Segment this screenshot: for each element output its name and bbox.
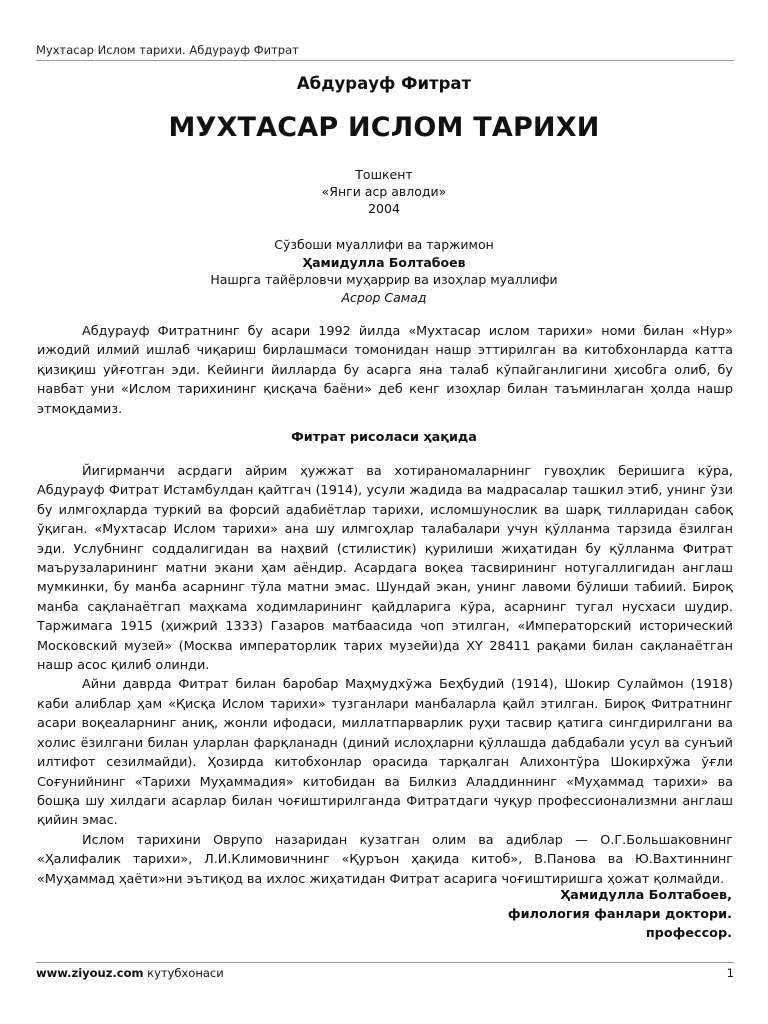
signature-degree: филология фанлари доктори.	[507, 907, 732, 923]
publication-city: Тошкент	[355, 167, 413, 182]
publication-info	[0, 166, 768, 217]
main-text	[37, 462, 733, 889]
page-number: 1	[726, 966, 734, 980]
footer-source	[36, 966, 224, 980]
book-title: МУХТАСАР ИСЛОМ ТАРИХИ	[168, 112, 600, 143]
signature-title: профессор.	[645, 926, 732, 942]
intro-paragraph: Абдурауф Фитратнинг бу асари 1992 йилда «Мухтасар ислом тарихи» номи билан «Нур» ижодий илмий ишлаб чиқариш бирлашмаси томонидан нашр эттирилган ва китобхонларда катта қизиқиш уйғотган эди. Кейинги йилларда бу асарга яна талаб кўпайганлигини ҳисобга олиб, бу навбат уни «Ислом тарихининг қисқача баёни» деб кенг изоҳлар билан таъминлаган ҳолда нашр этмоқдамиз.	[37, 324, 733, 417]
credits-editor-role: Нашрга тайёрловчи муҳаррир ва изоҳлар муаллифи	[210, 272, 558, 287]
signature-block	[332, 886, 732, 944]
publication-year: 2004	[368, 201, 400, 216]
footer-divider	[36, 962, 734, 963]
intro-section	[37, 322, 733, 419]
credits-editor-name: Асрор Самад	[341, 289, 427, 305]
footer-library-label: кутубхонаси	[147, 966, 224, 980]
publisher-name: «Янги аср авлоди»	[321, 184, 447, 199]
page-footer	[36, 966, 734, 980]
credits-translator-name: Ҳамидулла Болтабоев	[302, 254, 466, 270]
body-paragraph: Айни даврда Фитрат билан баробар Маҳмудхўжа Беҳбудий (1914), Шокир Сулаймон (1918) каби алиблар ҳам «Қисқа Ислом тарихи» тузганлари манбаларла қайл этилган. Бироқ Фитратнинг асари воқеаларнинг аниқ, жонли ифодаси, миллатпарварлик руҳи тасвир қатига сингдирилгани ва холис ёзилгани билан уларлан фарқланадн (диний ислоҳларни қўллашда дабдабали усул ва сунъий илтифот сезилмайди). Ҳозирда китобхонлар орасида тарқалган Алихонтўра Шокирхўжа ўғли Соғунийнинг «Тарихи Муҳаммадия» китобидан ва Билкиз Аладдиннинг «Муҳаммад тарихи» ва бошқа шу хилдаги асарлар билан чоғиштирилганда Фитратдаги чуқур профессионализмни англаш қийин эмас.	[37, 677, 733, 829]
section-heading: Фитрат рисоласи ҳақида	[291, 430, 477, 445]
body-paragraph: Йигирманчи асрдаги айрим ҳужжат ва хотираномаларнинг гувоҳлик беришига кўра, Абдурауф Фитрат Истамбулдан қайтгач (1914), усули жадида ва мадрасалар ташкил этиб, унинг ўзи бу илмгоҳларда туркий ва форсий адабиётлар тарихи, исломшунослик ва шарқ тилларидан сабоқ ўқиган. «Мухтасар Ислом тарихи» ана шу илмгоҳлар талабалари учун қўлланма тарзида ёзилган эди. Услубнинг соддалигидан ва наҳвий (стилистик) қурилиши жиҳатидан бу қўлланма Фитрат маърузаларининг матни экани ҳам аёндир. Асардага воқеа тасвирининг нотугаллигидан англаш мумкинки, бу манба асарнинг тўла матни эмас. Шундай экан, унинг лавоми бўлиши табиий. Бироқ манба сақланаётгап маҳкама ходимларининг қайдларига кўра, асарнинг тугал нусхаси шудир. Таржимага 1915 (ҳижрий 1333) Газаров матбаасида чоп этилган, «Императорский исторический Московский музей» (Москва императорлик тарих музейи)да ХҮ 28411 рақами билан сақланаётган нашр асос қилиб олинди.	[37, 464, 733, 674]
body-paragraph: Ислом тарихини Оврупо назаридан кузатган олим ва адиблар — О.Г.Большаковнинг «Ҳалифалик тарихи», Л.И.Климовичнинг «Қуръон ҳақида китоб», В.Панова ва Ю.Вахтиннинг «Муҳаммад ҳаёти»ни эътиқод ва ихлос жиҳатидан Фитрат асарига чоғиштиришга ҳожат қолмайди.	[37, 832, 733, 887]
footer-site-link[interactable]: www.ziyouz.com	[36, 966, 144, 980]
credits-block	[0, 236, 768, 306]
running-header: Мухтасар Ислом тарихи. Абдурауф Фитрат	[36, 43, 299, 57]
credits-translator-role: Сўзбоши муаллифи ва таржимон	[274, 237, 494, 252]
signature-name: Ҳамидулла Болтабоев,	[560, 888, 732, 903]
book-author: Абдурауф Фитрат	[296, 74, 472, 93]
header-divider	[36, 60, 734, 61]
